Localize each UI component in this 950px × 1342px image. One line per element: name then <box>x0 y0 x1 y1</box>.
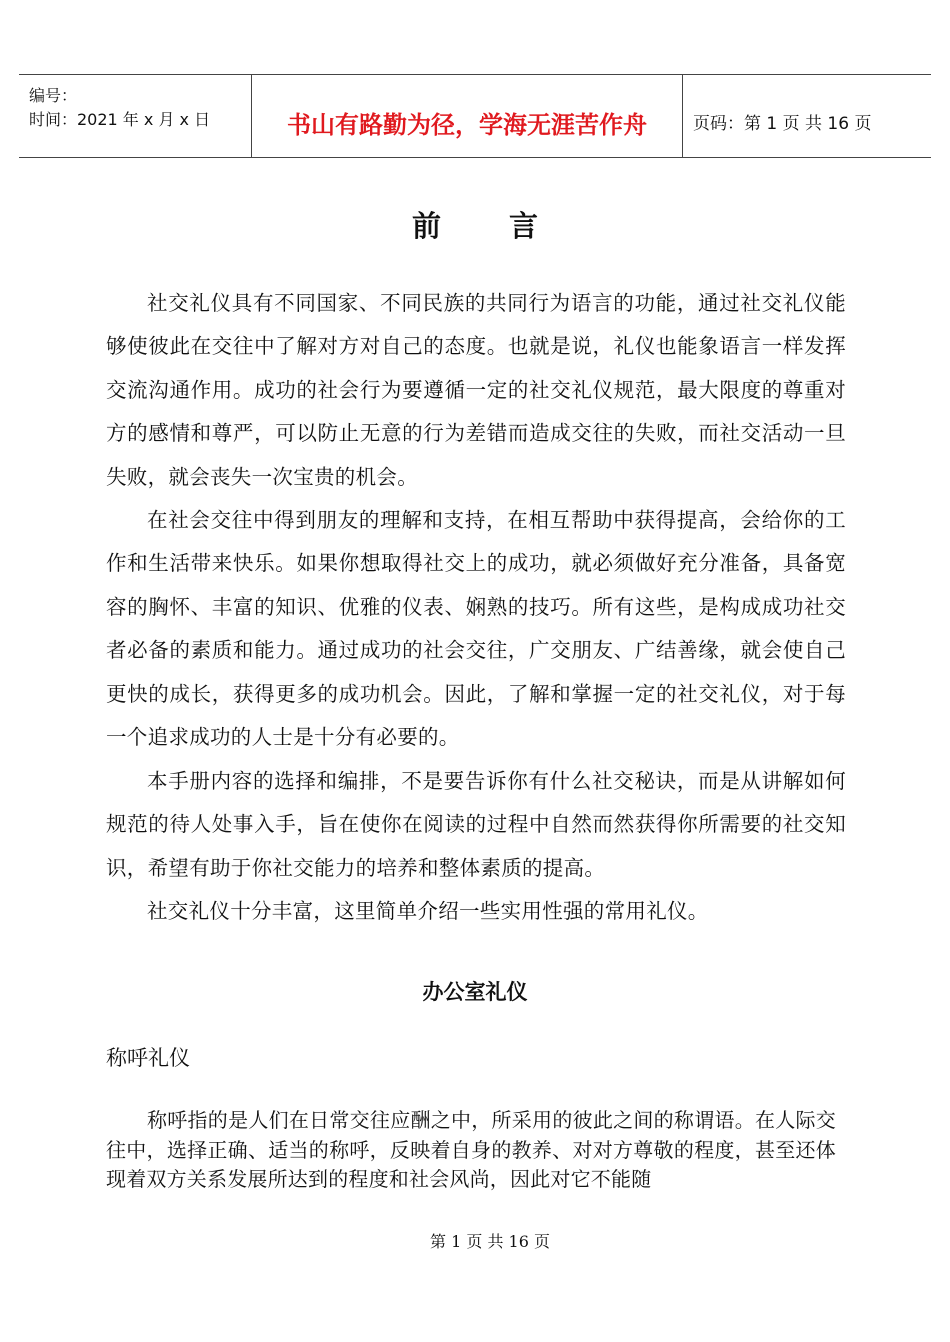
header-page-cell <box>683 75 931 157</box>
section-title: 办公室礼仪 <box>422 980 528 1004</box>
page-footer: 第 1 页 共 16 页 <box>430 1232 550 1251</box>
paragraph-3: 本手册内容的选择和编排，不是要告诉你有什么社交秘诀，而是从讲解如何规范的待人处事入手，旨在使你在阅读的过程中自然而然获得你所需要的社交知识，希望有助于你社交能力的培养和整体素质的提高。 <box>106 769 846 880</box>
header-page-info: 页码：第 1 页 共 16 页 <box>693 114 872 134</box>
paragraph-2: 在社会交往中得到朋友的理解和支持，在相互帮助中获得提高，会给你的工作和生活带来快乐。如果你想取得社交上的成功，就必须做好充分准备，具备宽容的胸怀、丰富的知识、优雅的仪表、娴熟的技巧。所有这些，是构成成功社交者必备的素质和能力。通过成功的社会交往，广交朋友、广结善缘，就会使自己更快的成长，获得更多的成功机会。因此，了解和掌握一定的社交礼仪，对于每一个追求成功的人士是十分有必要的。 <box>106 508 846 750</box>
subsection-title: 称呼礼仪 <box>106 1046 190 1070</box>
paragraph-1: 社交礼仪具有不同国家、不同民族的共同行为语言的功能，通过社交礼仪能够使彼此在交往中了解对方对自己的态度。也就是说，礼仪也能象语言一样发挥交流沟通作用。成功的社会行为要遵循一定的社交礼仪规范，最大限度的尊重对方的感情和尊严，可以防止无意的行为差错而造成交往的失败，而社交活动一旦失败，就会丧失一次宝贵的机会。 <box>106 291 846 489</box>
header-motto-cell <box>252 75 683 157</box>
document-time-label: 时间：2021 年 x 月 x 日 <box>29 110 211 129</box>
page-title: 前言 <box>411 209 606 243</box>
document-number-label: 编号： <box>29 86 78 105</box>
header-motto: 书山有路勤为径，学海无涯苦作舟 <box>287 111 647 139</box>
paragraph-4: 社交礼仪十分丰富，这里简单介绍一些实用性强的常用礼仪。 <box>147 899 709 923</box>
section-paragraph: 称呼指的是人们在日常交往应酬之中，所采用的彼此之间的称谓语。在人际交往中，选择正确、适当的称呼，反映着自身的教养、对对方尊敬的程度，甚至还体现着双方关系发展所达到的程度和社会风尚，因此对它不能随 <box>106 1108 836 1191</box>
header-meta-cell <box>19 75 252 157</box>
header-table <box>19 74 931 158</box>
